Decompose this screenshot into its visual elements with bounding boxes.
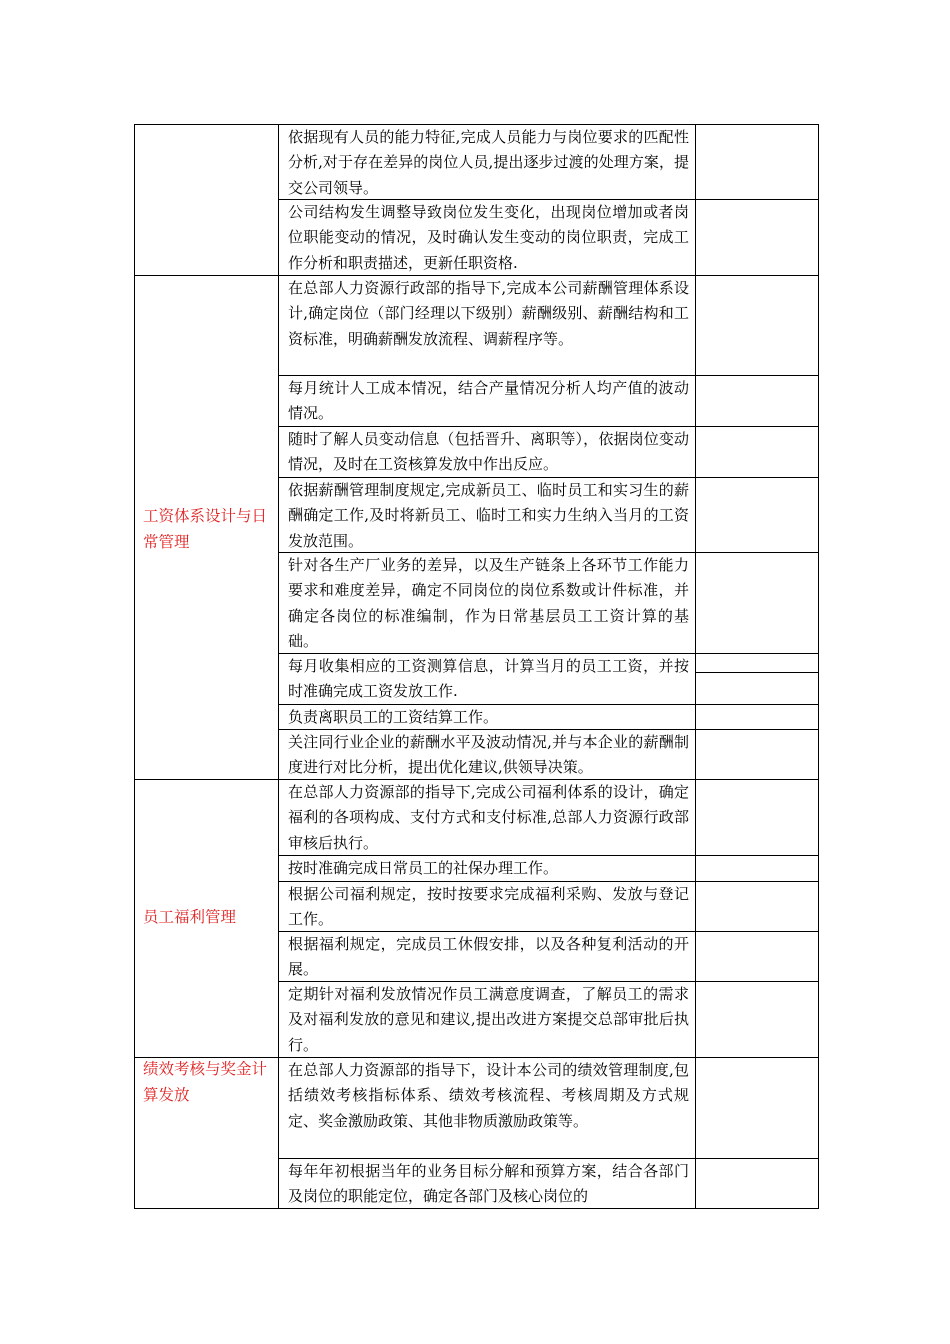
- task-cell: 每月统计人工成本情况，结合产量情况分析人均产值的波动情况。: [288, 379, 689, 423]
- task-cell: 在总部人力资源行政部的指导下,完成本公司薪酬管理体系设计,确定岗位（部门经理以下级别）薪酬级别、薪酬结构和工资标准，明确薪酬发放流程、调薪程序等。: [288, 279, 689, 348]
- remarks-cell: [697, 201, 817, 274]
- table-left-border: [134, 124, 135, 1209]
- task-cell: 在总部人力资源部的指导下，设计本公司的绩效管理制度,包括绩效考核指标体系、绩效考核流程、考核周期及方式规定、奖金激励政策、其他非物质激励政策等。: [288, 1061, 689, 1130]
- remarks-cell: [697, 428, 817, 476]
- remarks-cell: [697, 277, 817, 374]
- task-cell: 公司结构发生调整导致岗位发生变化，出现岗位增加或者岗位职能变动的情况，及时确认发生变动的岗位职责，完成工作分析和职责描述，更新任职资格.: [288, 203, 689, 272]
- task-cell: 针对各生产厂业务的差异，以及生产链条上各环节工作能力要求和难度差异，确定不同岗位的岗位系数或计件标准，并确定各岗位的标准编制，作为日常基层员工工资计算的基础。: [288, 556, 689, 650]
- category-label: [143, 124, 273, 275]
- task-cell: 随时了解人员变动信息（包括晋升、离职等），依据岗位变动情况，及时在工资核算发放中作出反应。: [288, 430, 689, 474]
- remarks-cell: [697, 479, 817, 551]
- remarks-cell: [697, 781, 817, 854]
- task-cell: 在总部人力资源部的指导下,完成公司福利体系的设计，确定福利的各项构成、支付方式和支付标准,总部人力资源行政部审核后执行。: [288, 783, 689, 852]
- remarks-cell: [697, 933, 817, 980]
- category-label: 工资体系设计与日常管理: [143, 507, 268, 551]
- remarks-cell: [697, 554, 817, 652]
- table-right-border: [818, 124, 819, 1209]
- remarks-cell: [697, 883, 817, 930]
- remarks-cell: [697, 655, 817, 703]
- task-cell: 根据公司福利规定，按时按要求完成福利采购、发放与登记工作。: [288, 885, 689, 929]
- remarks-cell: [697, 731, 817, 778]
- task-cell: 负责离职员工的工资结算工作。: [288, 708, 499, 726]
- remarks-cell: [697, 857, 817, 880]
- remarks-cell: [697, 706, 817, 728]
- task-cell: 每年年初根据当年的业务目标分解和预算方案，结合各部门及岗位的职能定位，确定各部门及核心岗位的: [288, 1162, 689, 1206]
- task-cell: 根据福利规定，完成员工休假安排，以及各种复利活动的开展。: [288, 935, 689, 979]
- category-column-rule: [278, 124, 279, 1209]
- task-cell: 每月收集相应的工资测算信息，计算当月的员工工资，并按时准确完成工资发放工作.: [288, 657, 689, 701]
- category-label: 绩效考核与奖金计算发放: [143, 1060, 268, 1104]
- remarks-cell: [697, 126, 817, 198]
- remarks-column-rule: [695, 124, 696, 1209]
- remarks-cell: [697, 377, 817, 425]
- task-cell: 按时准确完成日常员工的社保办理工作。: [288, 859, 559, 877]
- task-cell: 依据薪酬管理制度规定,完成新员工、临时员工和实习生的薪酬确定工作,及时将新员工、临时工和实力生纳入当月的工资发放范围。: [288, 481, 689, 550]
- category-label: 员工福利管理: [143, 908, 237, 926]
- task-cell: 定期针对福利发放情况作员工满意度调查，了解员工的需求及对福利发放的意见和建议,提出改进方案提交总部审批后执行。: [288, 985, 689, 1054]
- task-cell: 依据现有人员的能力特征,完成人员能力与岗位要求的匹配性分析,对于存在差异的岗位人员,提出逐步过渡的处理方案，提交公司领导。: [288, 128, 689, 197]
- remarks-cell: [697, 1160, 817, 1208]
- responsibility-table: [134, 124, 819, 1209]
- remarks-cell: [697, 1059, 817, 1157]
- remarks-cell: [697, 983, 817, 1056]
- task-cell: 关注同行业企业的薪酬水平及波动情况,并与本企业的薪酬制度进行对比分析，提出优化建议,供领导决策。: [288, 733, 689, 777]
